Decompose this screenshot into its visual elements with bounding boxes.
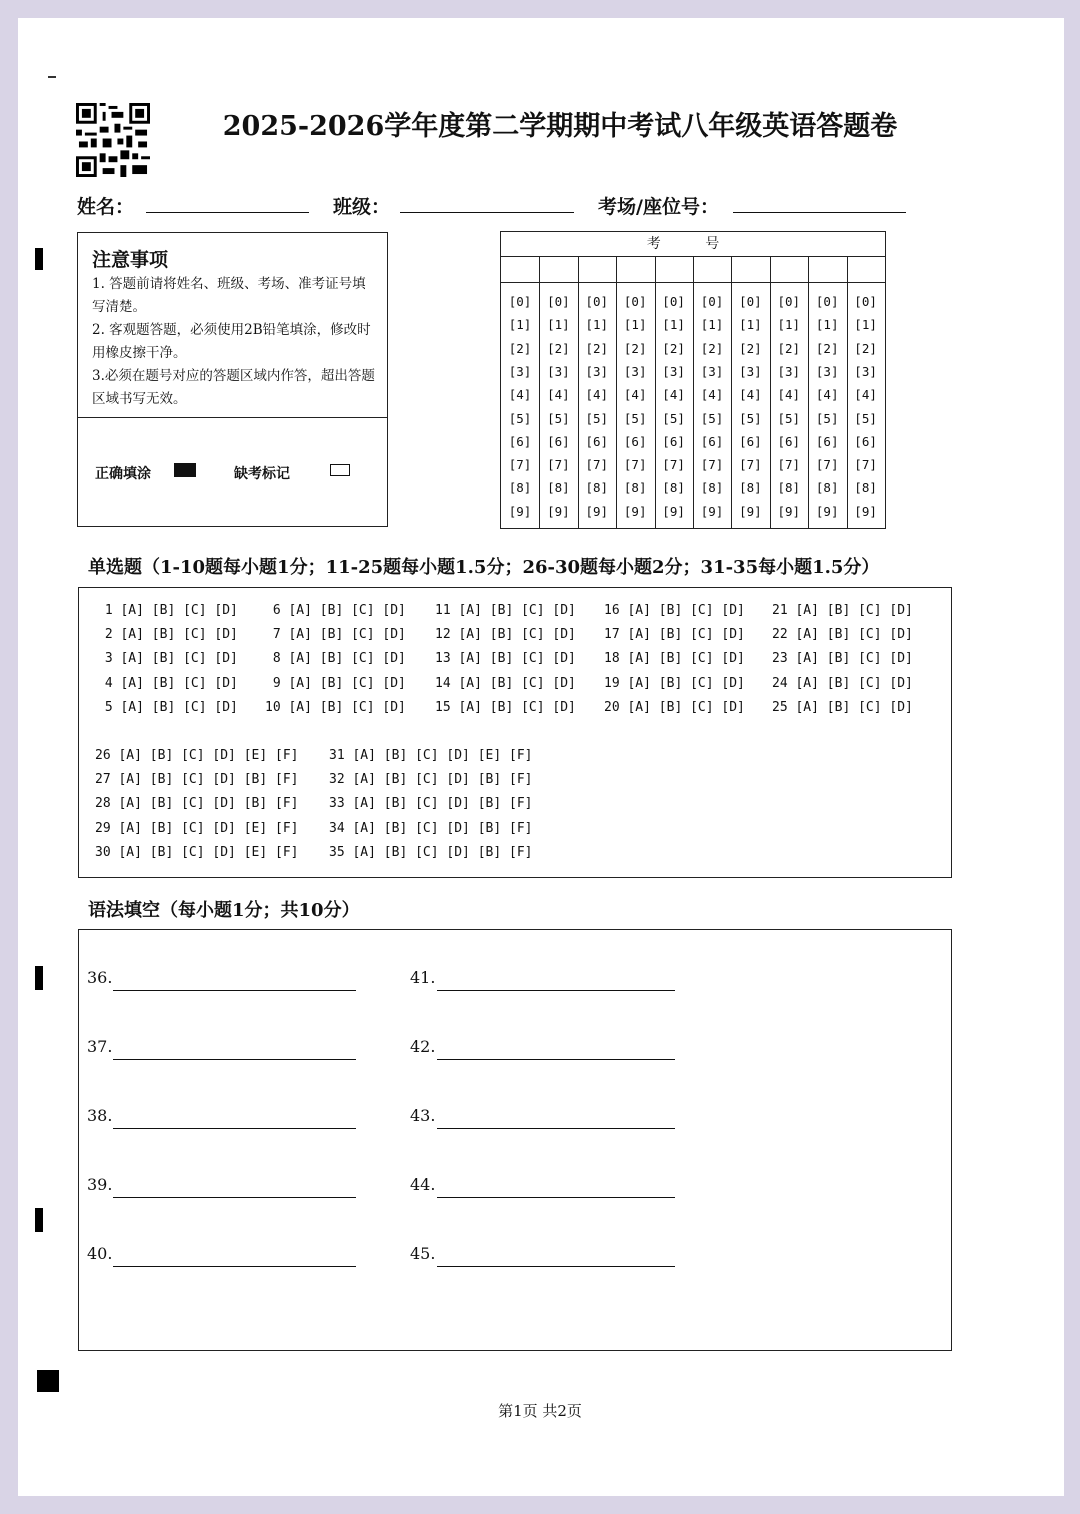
- seat-field[interactable]: [733, 212, 906, 213]
- grammar-answer-line[interactable]: [437, 1266, 675, 1267]
- absent-mark-checkbox[interactable]: [330, 464, 350, 476]
- exam-digit-bubble[interactable]: [3]: [700, 363, 724, 379]
- exam-digit-bubble[interactable]: [3]: [547, 363, 570, 379]
- timing-mark: [35, 1208, 43, 1232]
- exam-digit-bubble[interactable]: [9]: [585, 503, 609, 519]
- grammar-answer-line[interactable]: [437, 1059, 675, 1060]
- mc-answer-area: [78, 587, 952, 878]
- mc-question-row[interactable]: 10 [A] [B] [C] [D]: [265, 699, 406, 715]
- mc-question-row[interactable]: 13 [A] [B] [C] [D]: [435, 651, 576, 667]
- grammar-question-number: 42.: [410, 1037, 436, 1056]
- class-field[interactable]: [400, 212, 574, 213]
- exam-digit-bubble[interactable]: [2]: [854, 340, 877, 356]
- mc-question-row[interactable]: 14 [A] [B] [C] [D]: [435, 675, 576, 691]
- correct-fill-label: 正确填涂: [95, 466, 151, 482]
- exam-digit-bubble[interactable]: [6]: [508, 433, 532, 449]
- exam-digit-bubble[interactable]: [9]: [815, 503, 839, 519]
- exam-digit-bubble[interactable]: [8]: [739, 480, 762, 496]
- exam-digit-bubble[interactable]: [6]: [700, 433, 724, 449]
- exam-digit-bubble[interactable]: [3]: [815, 363, 839, 379]
- exam-digit-bubble[interactable]: [3]: [662, 363, 685, 379]
- exam-digit-bubble[interactable]: [0]: [623, 294, 647, 309]
- grammar-question-number: 36.: [87, 968, 113, 987]
- exam-digit-bubble[interactable]: [5]: [662, 410, 685, 426]
- exam-digit-bubble[interactable]: [4]: [508, 387, 532, 403]
- exam-digit-bubble[interactable]: [9]: [854, 503, 877, 519]
- grammar-answer-line[interactable]: [437, 1128, 675, 1129]
- exam-digit-bubble[interactable]: [7]: [585, 457, 609, 473]
- grammar-answer-line[interactable]: [113, 990, 356, 991]
- exam-digit-bubble[interactable]: [6]: [815, 433, 839, 449]
- exam-digit-bubble[interactable]: [9]: [700, 503, 724, 519]
- exam-digit-bubble[interactable]: [0]: [854, 294, 877, 309]
- exam-digit-bubble[interactable]: [5]: [547, 410, 570, 426]
- exam-digit-bubble[interactable]: [4]: [700, 387, 724, 403]
- exam-digit-bubble[interactable]: [7]: [815, 457, 839, 473]
- exam-digit-bubble[interactable]: [7]: [623, 457, 647, 473]
- exam-digit-bubble[interactable]: [0]: [547, 294, 570, 309]
- timing-mark: [37, 1370, 59, 1392]
- exam-digit-bubble[interactable]: [1]: [508, 317, 532, 333]
- mc-question-row[interactable]: 21 [A] [B] [C] [D]: [772, 603, 913, 618]
- mc-question-row[interactable]: 8 [A] [B] [C] [D]: [265, 651, 406, 667]
- exam-digit-bubble[interactable]: [2]: [815, 340, 839, 356]
- exam-digit-bubble[interactable]: [3]: [854, 363, 877, 379]
- exam-digit-bubble[interactable]: [5]: [508, 410, 532, 426]
- exam-digit-bubble[interactable]: [7]: [739, 457, 762, 473]
- mc-question-row[interactable]: 16 [A] [B] [C] [D]: [604, 603, 745, 618]
- grammar-answer-line[interactable]: [113, 1128, 356, 1129]
- exam-digit-bubble[interactable]: [5]: [815, 410, 839, 426]
- exam-digit-bubble[interactable]: [2]: [585, 340, 609, 356]
- exam-digit-bubble[interactable]: [6]: [585, 433, 609, 449]
- exam-digit-bubble[interactable]: [1]: [815, 317, 839, 333]
- grammar-question-number: 41.: [410, 968, 436, 987]
- mc-question-row[interactable]: 20 [A] [B] [C] [D]: [604, 699, 745, 715]
- mc-question-row[interactable]: 30 [A] [B] [C] [D] [E] [F]: [95, 844, 299, 860]
- exam-digit-bubble[interactable]: [4]: [547, 387, 570, 403]
- mc-question-row[interactable]: 3 [A] [B] [C] [D]: [97, 651, 238, 667]
- grammar-question-number: 39.: [87, 1175, 113, 1194]
- exam-digit-bubble[interactable]: [9]: [662, 503, 685, 519]
- mc-question-row[interactable]: 2 [A] [B] [C] [D]: [97, 627, 238, 643]
- mc-question-row[interactable]: 22 [A] [B] [C] [D]: [772, 627, 913, 643]
- exam-digit-bubble[interactable]: [4]: [623, 387, 647, 403]
- mc-question-row[interactable]: 18 [A] [B] [C] [D]: [604, 651, 745, 667]
- exam-digit-bubble[interactable]: [5]: [585, 410, 609, 426]
- exam-digit-bubble[interactable]: [5]: [854, 410, 877, 426]
- corner-dash: [48, 76, 56, 78]
- grammar-answer-line[interactable]: [437, 990, 675, 991]
- mc-question-row[interactable]: 15 [A] [B] [C] [D]: [435, 699, 576, 715]
- exam-digit-bubble[interactable]: [6]: [662, 433, 685, 449]
- timing-mark: [35, 248, 43, 270]
- exam-digit-bubble[interactable]: [8]: [777, 480, 801, 496]
- exam-digit-bubble[interactable]: [2]: [508, 340, 532, 356]
- exam-digit-bubble[interactable]: [4]: [739, 387, 762, 403]
- exam-digit-bubble[interactable]: [4]: [585, 387, 609, 403]
- grammar-question-number: 44.: [410, 1175, 436, 1194]
- mc-question-row[interactable]: 32 [A] [B] [C] [D] [B] [F]: [329, 772, 533, 788]
- qr-code-icon: [76, 103, 150, 177]
- grammar-answer-line[interactable]: [437, 1197, 675, 1198]
- exam-digit-bubble[interactable]: [8]: [700, 480, 724, 496]
- exam-digit-bubble[interactable]: [8]: [662, 480, 685, 496]
- exam-digit-bubble[interactable]: [5]: [777, 410, 801, 426]
- mc-question-row[interactable]: 9 [A] [B] [C] [D]: [265, 675, 406, 691]
- notice-item-1: 1. 答题前请将姓名、班级、考场、准考证号填写清楚。: [92, 276, 366, 315]
- notice-item-3: 3.必须在题号对应的答题区域内作答，超出答题区域书写无效。: [92, 368, 375, 407]
- notice-divider: [78, 417, 387, 418]
- exam-digit-bubble[interactable]: [7]: [662, 457, 685, 473]
- exam-digit-bubble[interactable]: [0]: [815, 294, 839, 309]
- mc-question-row[interactable]: 29 [A] [B] [C] [D] [E] [F]: [95, 820, 299, 836]
- exam-digit-bubble[interactable]: [7]: [854, 457, 877, 473]
- exam-digit-bubble[interactable]: [2]: [623, 340, 647, 356]
- mc-question-row[interactable]: 28 [A] [B] [C] [D] [B] [F]: [95, 796, 299, 812]
- exam-digit-bubble[interactable]: [5]: [739, 410, 762, 426]
- exam-digit-bubble[interactable]: [5]: [623, 410, 647, 426]
- exam-digit-bubble[interactable]: [0]: [585, 294, 609, 309]
- mc-question-row[interactable]: 5 [A] [B] [C] [D]: [97, 699, 238, 715]
- notice-item-2: 2. 客观题答题，必须使用2B铅笔填涂，修改时用橡皮擦干净。: [92, 322, 371, 361]
- exam-digit-bubble[interactable]: [7]: [547, 457, 570, 473]
- mc-question-row[interactable]: 6 [A] [B] [C] [D]: [265, 603, 406, 618]
- exam-digit-bubble[interactable]: [6]: [777, 433, 801, 449]
- class-label: 班级：: [333, 196, 391, 218]
- page-footer: 第1页 共2页: [498, 1402, 582, 1420]
- grammar-question-number: 37.: [87, 1037, 113, 1056]
- exam-digit-bubble[interactable]: [3]: [739, 363, 762, 379]
- exam-digit-bubble[interactable]: [1]: [623, 317, 647, 333]
- mc-question-row[interactable]: 27 [A] [B] [C] [D] [B] [F]: [95, 772, 299, 788]
- exam-digit-bubble[interactable]: [4]: [815, 387, 839, 403]
- exam-digit-bubble[interactable]: [9]: [508, 503, 532, 519]
- grammar-answer-line[interactable]: [113, 1266, 356, 1267]
- exam-digit-bubble[interactable]: [7]: [508, 457, 532, 473]
- name-field[interactable]: [146, 212, 309, 213]
- mc-question-row[interactable]: 7 [A] [B] [C] [D]: [265, 627, 406, 643]
- grammar-question-number: 43.: [410, 1106, 436, 1125]
- grammar-question-number: 40.: [87, 1244, 113, 1263]
- mc-question-row[interactable]: 19 [A] [B] [C] [D]: [604, 675, 745, 691]
- grammar-answer-area: [78, 929, 952, 1351]
- exam-digit-bubble[interactable]: [6]: [547, 433, 570, 449]
- exam-digit-bubble[interactable]: [9]: [777, 503, 801, 519]
- grammar-answer-line[interactable]: [113, 1059, 356, 1060]
- mc-question-row[interactable]: 26 [A] [B] [C] [D] [E] [F]: [95, 748, 299, 763]
- exam-digit-bubble[interactable]: [2]: [739, 340, 762, 356]
- exam-number-label: 考 号: [501, 232, 885, 257]
- mc-section-title: 单选题（1-10题每小题1分；11-25题每小题1.5分；26-30题每小题2分；31-35每小题1.5分）: [88, 557, 880, 578]
- exam-digit-bubble[interactable]: [1]: [700, 317, 724, 333]
- grammar-question-number: 38.: [87, 1106, 113, 1125]
- exam-digit-bubble[interactable]: [2]: [700, 340, 724, 356]
- exam-digit-bubble[interactable]: [9]: [547, 503, 570, 519]
- exam-digit-bubble[interactable]: [3]: [585, 363, 609, 379]
- exam-number-grid: [500, 231, 886, 529]
- name-label: 姓名：: [77, 196, 135, 218]
- exam-digit-bubble[interactable]: [7]: [700, 457, 724, 473]
- mc-question-row[interactable]: 11 [A] [B] [C] [D]: [435, 603, 576, 618]
- exam-digit-bubble[interactable]: [0]: [662, 294, 685, 309]
- exam-digit-bubble[interactable]: [6]: [739, 433, 762, 449]
- exam-digit-bubble[interactable]: [1]: [777, 317, 801, 333]
- exam-digit-bubble[interactable]: [0]: [739, 294, 762, 309]
- notice-heading: 注意事项: [92, 249, 169, 271]
- exam-digit-bubble[interactable]: [8]: [585, 480, 609, 496]
- exam-digit-bubble[interactable]: [6]: [854, 433, 877, 449]
- absent-mark-label: 缺考标记: [234, 466, 290, 482]
- exam-digit-bubble[interactable]: [8]: [623, 480, 647, 496]
- exam-digit-bubble[interactable]: [1]: [547, 317, 570, 333]
- grammar-question-number: 45.: [410, 1244, 436, 1263]
- exam-digit-bubble[interactable]: [3]: [777, 363, 801, 379]
- exam-digit-bubble[interactable]: [7]: [777, 457, 801, 473]
- exam-digit-bubble[interactable]: [9]: [623, 503, 647, 519]
- mc-question-row[interactable]: 25 [A] [B] [C] [D]: [772, 699, 913, 715]
- exam-digit-bubble[interactable]: [8]: [815, 480, 839, 496]
- timing-mark: [35, 966, 43, 990]
- exam-digit-bubble[interactable]: [4]: [777, 387, 801, 403]
- exam-digit-bubble[interactable]: [1]: [662, 317, 685, 333]
- grammar-section-title: 语法填空（每小题1分；共10分）: [88, 900, 360, 921]
- exam-digit-bubble[interactable]: [3]: [623, 363, 647, 379]
- exam-digit-bubble[interactable]: [2]: [547, 340, 570, 356]
- exam-title: 2025-2026学年度第二学期期中考试八年级英语答题卷: [222, 111, 898, 142]
- exam-digit-bubble[interactable]: [4]: [854, 387, 877, 403]
- mc-question-row[interactable]: 1 [A] [B] [C] [D]: [97, 603, 238, 618]
- mc-question-row[interactable]: 17 [A] [B] [C] [D]: [604, 627, 745, 643]
- mc-question-row[interactable]: 24 [A] [B] [C] [D]: [772, 675, 913, 691]
- exam-digit-bubble[interactable]: [6]: [623, 433, 647, 449]
- exam-digit-bubble[interactable]: [2]: [777, 340, 801, 356]
- correct-fill-sample: [174, 463, 196, 477]
- exam-digit-bubble[interactable]: [0]: [700, 294, 724, 309]
- mc-question-row[interactable]: 23 [A] [B] [C] [D]: [772, 651, 913, 667]
- exam-digit-bubble[interactable]: [1]: [585, 317, 609, 333]
- exam-digit-bubble[interactable]: [8]: [854, 480, 877, 496]
- seat-label: 考场/座位号：: [598, 196, 719, 218]
- exam-digit-bubble[interactable]: [0]: [777, 294, 801, 309]
- exam-digit-bubble[interactable]: [5]: [700, 410, 724, 426]
- grammar-answer-line[interactable]: [113, 1197, 356, 1198]
- mc-question-row[interactable]: 34 [A] [B] [C] [D] [B] [F]: [329, 820, 533, 836]
- exam-digit-bubble[interactable]: [8]: [547, 480, 570, 496]
- exam-digit-bubble[interactable]: [8]: [508, 480, 532, 496]
- mc-question-row[interactable]: 35 [A] [B] [C] [D] [B] [F]: [329, 844, 533, 860]
- exam-digit-bubble[interactable]: [4]: [662, 387, 685, 403]
- exam-digit-bubble[interactable]: [2]: [662, 340, 685, 356]
- exam-digit-bubble[interactable]: [0]: [508, 294, 532, 309]
- exam-digit-bubble[interactable]: [9]: [739, 503, 762, 519]
- exam-digit-bubble[interactable]: [1]: [854, 317, 877, 333]
- mc-question-row[interactable]: 12 [A] [B] [C] [D]: [435, 627, 576, 643]
- exam-digit-bubble[interactable]: [3]: [508, 363, 532, 379]
- mc-question-row[interactable]: 31 [A] [B] [C] [D] [E] [F]: [329, 748, 533, 763]
- mc-question-row[interactable]: 33 [A] [B] [C] [D] [B] [F]: [329, 796, 533, 812]
- mc-question-row[interactable]: 4 [A] [B] [C] [D]: [97, 675, 238, 691]
- notice-box: [77, 232, 388, 527]
- exam-digit-bubble[interactable]: [1]: [739, 317, 762, 333]
